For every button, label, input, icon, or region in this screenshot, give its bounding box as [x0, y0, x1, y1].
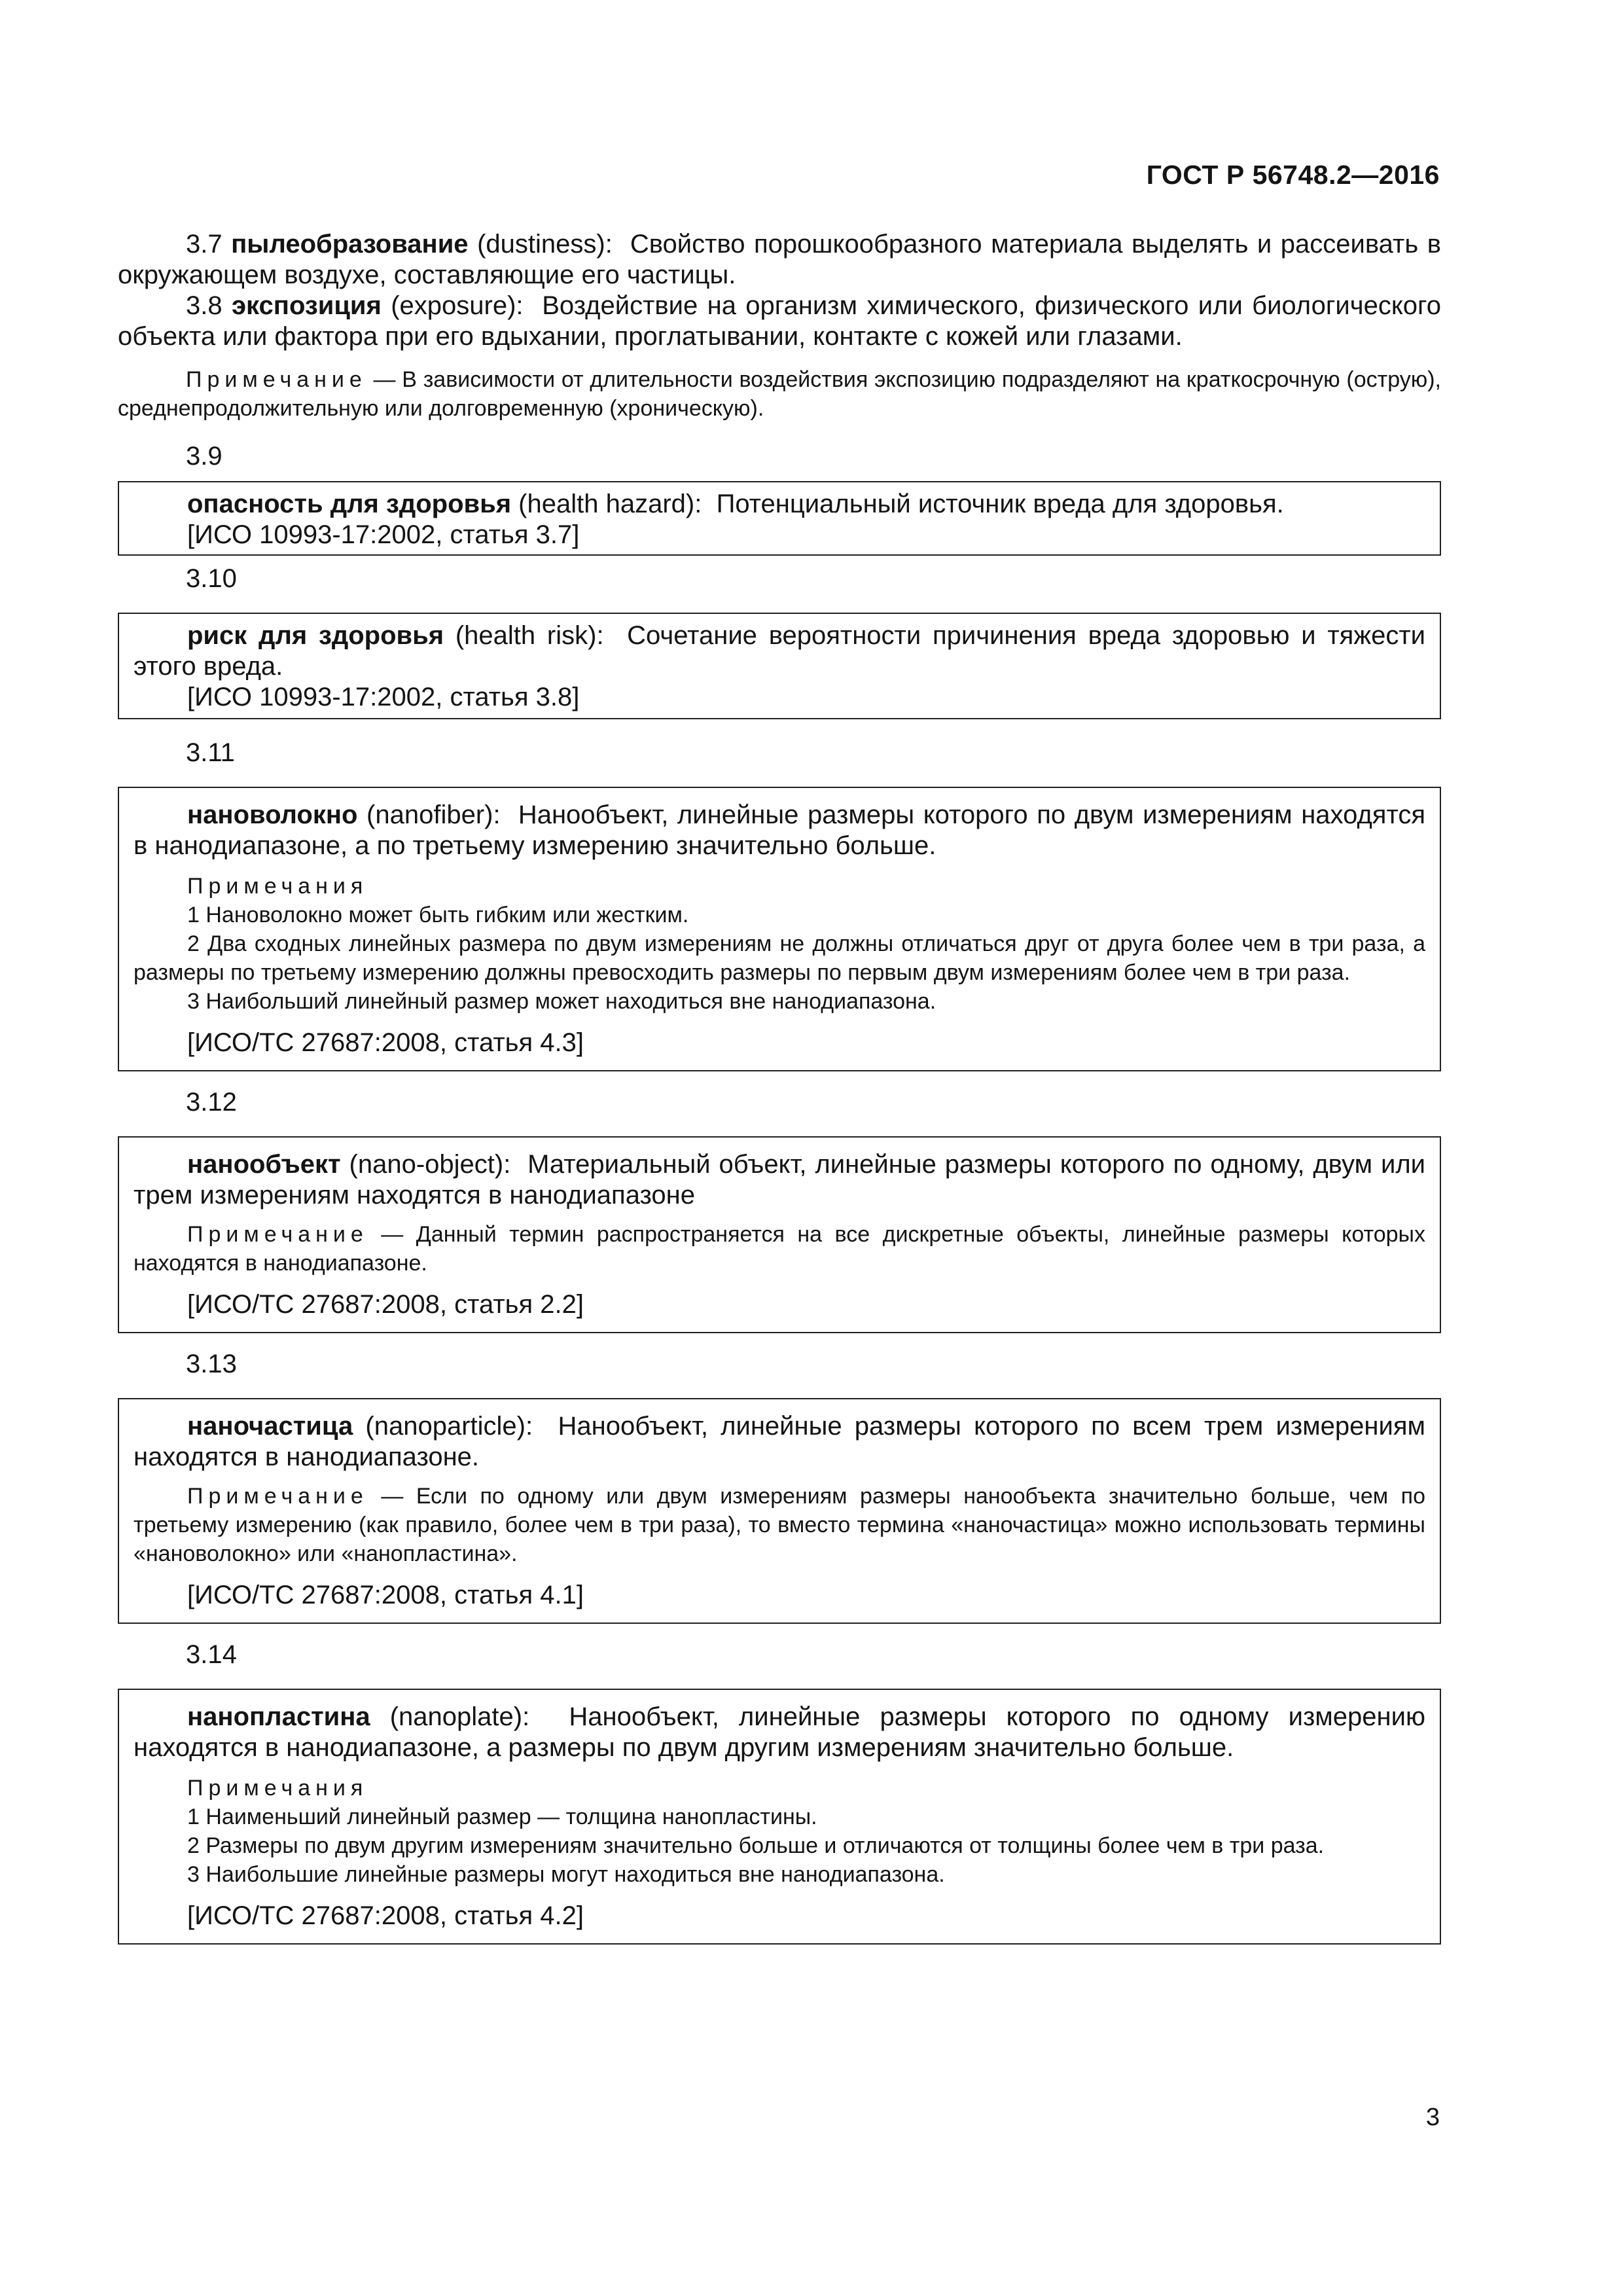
- term-english: (nanofiber):: [366, 800, 501, 829]
- term-number-3-10: 3.10: [186, 564, 237, 593]
- note-item-1: 1 Нановолокно может быть гибким или жестким.: [187, 903, 689, 927]
- term-name: пылеобразование: [231, 230, 469, 259]
- note-text: — Если по одному или двум измерениям размеры нанообъекта значительно больше, чем по третьему измерению (как правило, более чем в три раза), то вместо термина «наночастица» можно использовать термины «нановолокно» или «нанопластина».: [134, 1484, 1425, 1566]
- term-number: 3.8: [186, 291, 223, 320]
- term-definition: Материальный объект, линейные размеры которого по одному, двум или трем измерениям находятся в нанодиапазоне: [134, 1150, 1426, 1210]
- term-definition: Свойство порошкообразного материала выделять и рассеивать в окружающем воздухе, составляющие его частицы.: [118, 230, 1441, 289]
- term-source: [ИСО/ТС 27687:2008, статья 4.1]: [187, 1581, 584, 1609]
- note-label: Примечание: [187, 1222, 368, 1247]
- note-text: — Данный термин распространяется на все дискретные объекты, линейные размеры которых находятся в нанодиапазоне.: [134, 1222, 1425, 1276]
- note-label: Примечание: [186, 367, 367, 392]
- term-definition: Нанообъект, линейные размеры которого по одному измерению находятся в нанодиапазоне, а размеры по двум другим измерениям значительно больше.: [134, 1702, 1425, 1762]
- term-text: [134, 800, 1425, 861]
- term-english: (nanoparticle):: [365, 1412, 533, 1441]
- term-definition: Нанообъект, линейные размеры которого по всем трем измерениям находятся в нанодиапазоне.: [134, 1412, 1425, 1471]
- note-text: — В зависимости от длительности воздействия экспозицию подразделяют на краткосрочную (острую), среднепродолжительную или долговременную (хроническую).: [118, 367, 1442, 421]
- note-item-2: 2 Два сходных линейных размера по двум измерениям не должны отличаться друг от друга более чем в три раза, а размеры по третьему измерению должны превосходить размеры по первым двум измерениям более чем в три раза.: [134, 931, 1425, 985]
- term-source: [ИСО 10993-17:2002, статья 3.7]: [187, 520, 580, 549]
- term-source: [ИСО/ТС 27687:2008, статья 4.2]: [187, 1901, 584, 1930]
- term-name: наночастица: [187, 1412, 353, 1441]
- note-item-1: 1 Наименьший линейный размер — толщина нанопластины.: [187, 1804, 817, 1829]
- notes-label: Примечания: [187, 874, 368, 899]
- term-box-3-10: [118, 613, 1441, 719]
- term-text: [134, 489, 1425, 520]
- term-box-3-9: [118, 481, 1441, 556]
- note-label: Примечание: [187, 1484, 368, 1509]
- term-text: [134, 1149, 1425, 1211]
- term-definition: Воздействие на организм химического, физического или биологического объекта или фактора при его вдыхании, проглатывании, контакте с кожей или глазами.: [118, 291, 1441, 351]
- note-item-3: 3 Наибольшие линейные размеры могут находиться вне нанодиапазона.: [187, 1862, 945, 1887]
- term-source: [ИСО/ТС 27687:2008, статья 4.3]: [187, 1028, 584, 1057]
- term-name: опасность для здоровья: [187, 490, 512, 518]
- term-number-3-11: 3.11: [186, 738, 235, 767]
- term-english: (dustiness):: [477, 230, 613, 259]
- term-box-3-14: [118, 1689, 1441, 1945]
- term-name: экспозиция: [231, 291, 382, 320]
- term-source: [ИСО 10993-17:2002, статья 3.8]: [187, 683, 580, 711]
- term-definition: Сочетание вероятности причинения вреда здоровью и тяжести этого вреда.: [134, 621, 1425, 681]
- term-text: [134, 1702, 1425, 1763]
- term-definition: Потенциальный источник вреда для здоровья.: [716, 490, 1284, 518]
- term-box-3-12: [118, 1136, 1441, 1333]
- term-number-3-12: 3.12: [186, 1088, 237, 1117]
- term-3-8: [118, 291, 1441, 352]
- term-source: [ИСО/ТС 27687:2008, статья 2.2]: [187, 1290, 584, 1319]
- term-english: (nano-object):: [349, 1150, 511, 1179]
- document-header: ГОСТ Р 56748.2—2016: [1146, 160, 1440, 190]
- note-item-2: 2 Размеры по двум другим измерениям значительно больше и отличаются от толщины более чем в три раза.: [187, 1833, 1325, 1858]
- term-english: (health risk):: [455, 621, 604, 650]
- term-english: (exposure):: [391, 291, 524, 320]
- term-box-3-11: [118, 787, 1441, 1071]
- term-english: (nanoplate):: [389, 1702, 530, 1731]
- term-name: риск для здоровья: [187, 621, 444, 650]
- term-text: [134, 620, 1425, 682]
- term-english: (health hazard):: [518, 490, 702, 518]
- term-note: [134, 1482, 1425, 1568]
- term-name: нановолокно: [187, 800, 358, 829]
- term-number-3-14: 3.14: [186, 1640, 237, 1669]
- term-note: [134, 1220, 1425, 1278]
- page-number: 3: [1425, 2104, 1440, 2131]
- page-content: [118, 229, 1441, 1945]
- term-number-3-9: 3.9: [186, 442, 223, 471]
- term-number: 3.7: [186, 230, 223, 259]
- term-number-3-13: 3.13: [186, 1350, 237, 1378]
- term-3-7: [118, 229, 1441, 291]
- note-3-8: [118, 365, 1441, 423]
- term-name: нанообъект: [187, 1150, 341, 1179]
- term-definition: Нанообъект, линейные размеры которого по двум измерениям находятся в нанодиапазоне, а по третьему измерению значительно больше.: [134, 800, 1425, 860]
- notes-label: Примечания: [187, 1776, 368, 1801]
- term-text: [134, 1411, 1425, 1473]
- note-item-3: 3 Наибольший линейный размер может находиться вне нанодиапазона.: [187, 989, 936, 1014]
- term-box-3-13: [118, 1398, 1441, 1624]
- term-name: нанопластина: [187, 1702, 370, 1731]
